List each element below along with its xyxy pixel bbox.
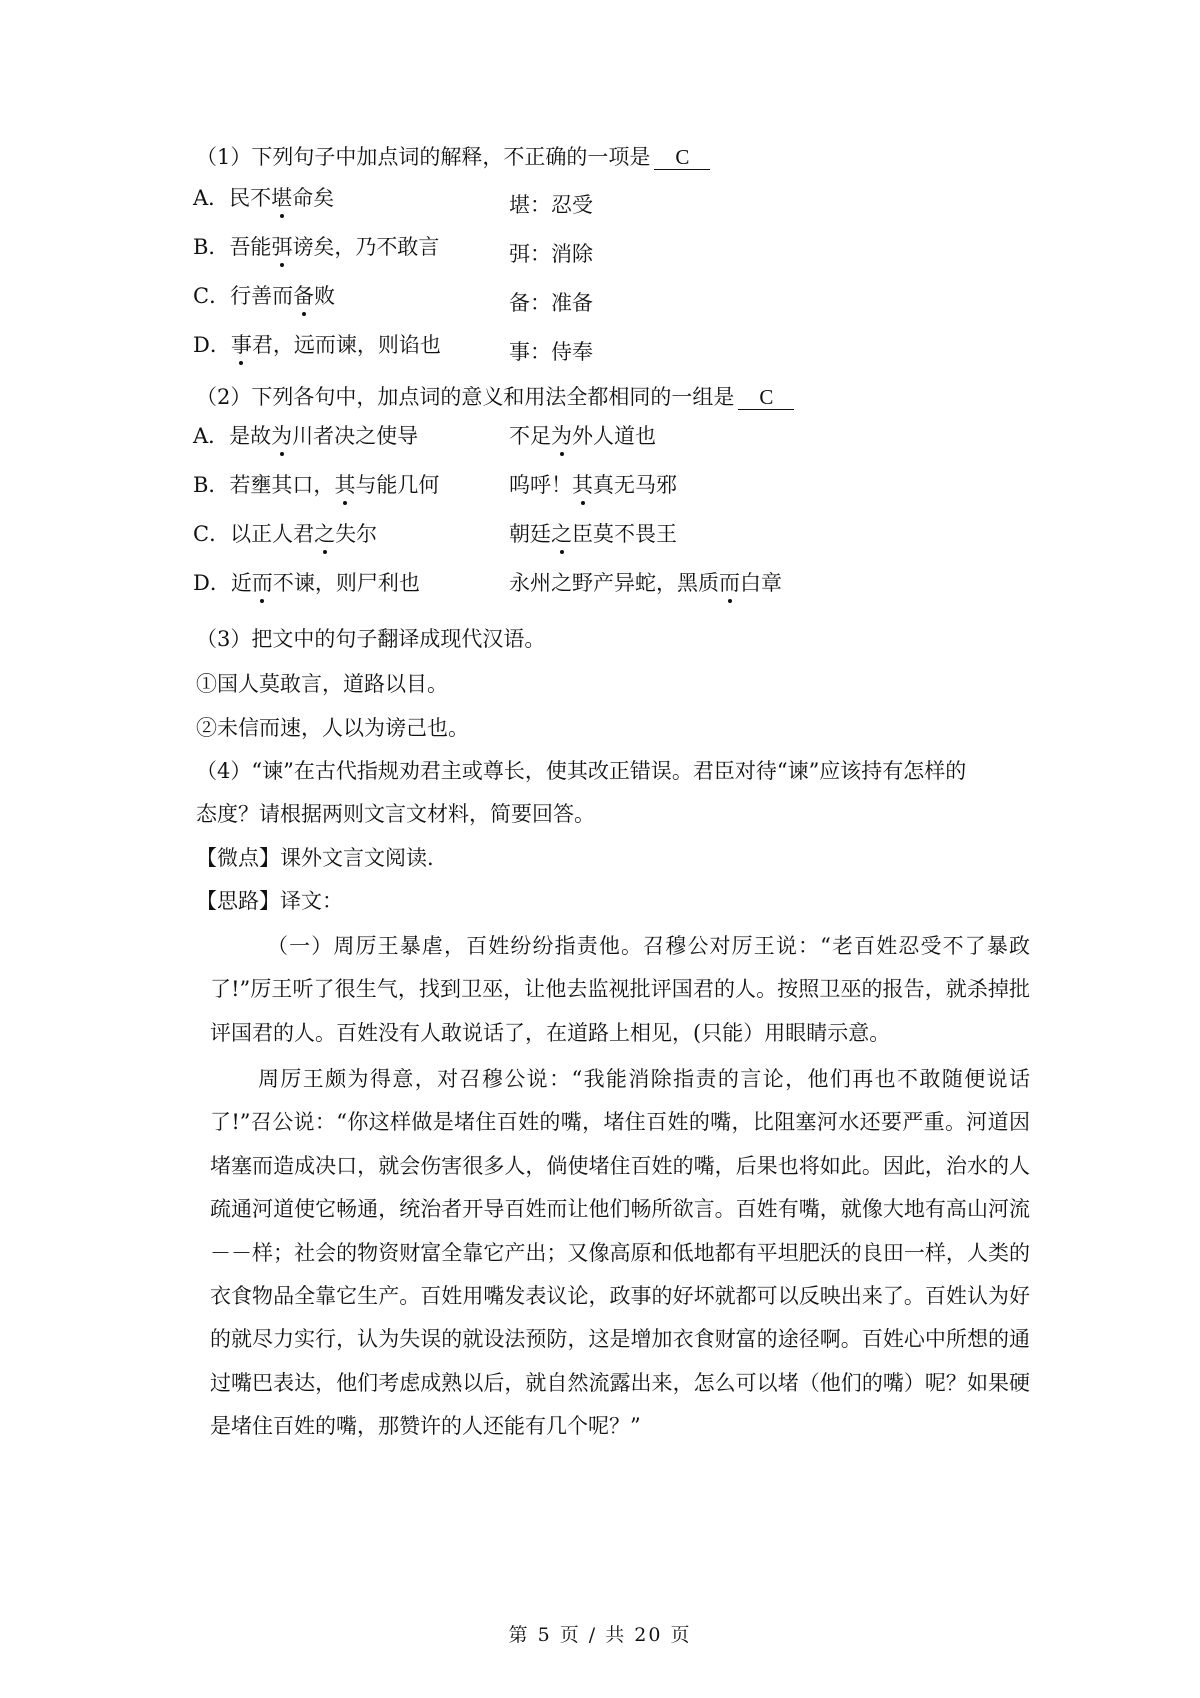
q2-sentence-b-b: [509, 470, 677, 500]
option-text-pre: 吾能: [229, 235, 272, 259]
sentence-a-post: 与能几何: [355, 473, 440, 497]
sentence-a-pre: 近: [230, 571, 252, 595]
option-text-pre: 行善而: [230, 284, 294, 308]
option-text-post: 败: [314, 284, 336, 308]
q1-gloss-d: 事：侍奉: [509, 340, 593, 364]
q1-stem-text: （1）下列句子中加点词的解释，不正确的一项是: [196, 145, 651, 169]
sentence-b-post: 臣莫不畏王: [572, 522, 677, 546]
q2-sentence-b-a: [509, 421, 656, 451]
sentence-b-pre: 不足: [509, 424, 551, 448]
q4-line-1: （4）“谏”在古代指规劝君主或尊长，使其改正错误。君臣对待“谏”应该持有怎样的: [196, 759, 967, 783]
q4-line-2: 态度？请根据两则文言文材料，简要回答。: [196, 802, 595, 826]
sentence-a-post: 川者决之使导: [292, 424, 419, 448]
q2-answer: C: [738, 385, 794, 410]
dotted-word-b: 其: [572, 470, 593, 500]
q1-option-d: [193, 330, 441, 360]
sentence-a-post: 失尔: [335, 522, 378, 546]
silu-label: 【思路】译文：: [196, 889, 343, 913]
option-text-post: 君，远而谏，则谄也: [251, 333, 441, 357]
weidian-label: 【微点】课外文言文阅读.: [196, 846, 434, 870]
dotted-word-a: 其: [334, 470, 355, 500]
dotted-word-a: 而: [252, 568, 273, 598]
sentence-b-pre: 朝廷: [509, 522, 551, 546]
option-label: B．: [193, 235, 230, 259]
q2-option-a: [193, 421, 418, 451]
sentence-a-pre: 以正人君: [230, 522, 315, 546]
dotted-word-b: 为: [551, 421, 572, 451]
q3-stem: （3）把文中的句子翻译成现代汉语。: [196, 627, 546, 651]
sentence-b-pre: 永州之野产异蛇，黑质: [509, 571, 719, 595]
q2-option-d: [193, 568, 420, 598]
q1-answer: C: [654, 145, 710, 170]
dotted-word: 堪: [271, 183, 292, 213]
sentence-b-pre: 呜呼！: [509, 473, 572, 497]
q1-stem: [196, 142, 710, 172]
option-label: C．: [193, 522, 231, 546]
sentence-b-post: 外人道也: [572, 424, 656, 448]
option-text-pre: 民不: [229, 186, 272, 210]
q3-sentence-1: ①国人莫敢言，道路以目。: [196, 672, 448, 696]
dotted-word-b: 之: [551, 519, 572, 549]
sentence-b-post: 白章: [740, 571, 782, 595]
dotted-word: 弭: [271, 232, 292, 262]
translation-paragraph-2: 周厉王颇为得意，对召穆公说：“我能消除指责的言论，他们再也不敢随便说话了!”召公说：“你这样做是堵住百姓的嘴，堵住百姓的嘴，比阻塞河水还要严重。河道因堵塞而造成决口，就会伤害很多人，倘使堵住百姓的嘴，后果也将如此。因此，治水的人疏通河道使它畅通，统治者开导百姓而让他们畅所欲言。百姓有嘴，就像大地有高山河流－－样；社会的物资财富全靠它产出；又像高原和低地都有平坦肥沃的良田一样，人类的衣食物品全靠它生产。百姓用嘴发表议论，政事的好坏就都可以反映出来了。百姓认为好的就尽力实行，认为失误的就设法预防，这是增加衣食财富的途径啊。百姓心中所想的通过嘴巴表达，他们考虑成熟以后，就自然流露出来，怎么可以堵（他们的嘴）呢？如果硬是堵住百姓的嘴，那赞许的人还能有几个呢？”: [210, 1067, 1030, 1439]
translation-paragraph-1: （一）周厉王暴虐，百姓纷纷指责他。召穆公对厉王说：“老百姓忍受不了暴政了!”厉王听了很生气，找到卫巫，让他去监视批评国君的人。按照卫巫的报告，就杀掉批评国君的人。百姓没有人敢说话了，在道路上相见，(只能）用眼睛示意。: [210, 934, 1030, 1045]
sentence-b-post: 真无马邪: [593, 473, 677, 497]
dotted-word-a: 为: [271, 421, 292, 451]
option-label: D．: [193, 333, 231, 357]
dotted-word: 备: [293, 281, 314, 311]
option-text-post: 谤矣，乃不敢言: [292, 235, 440, 259]
option-label: C．: [193, 284, 231, 308]
q1-option-a: [193, 183, 334, 213]
q2-stem: [196, 382, 794, 412]
q3-sentence-2: ②未信而速，人以为谤己也。: [196, 716, 469, 740]
q2-sentence-b-c: [509, 519, 677, 549]
q2-stem-text: （2）下列各句中，加点词的意义和用法全都相同的一组是: [196, 385, 735, 409]
dotted-word: 事: [231, 330, 252, 360]
sentence-a-pre: 若壅其口，: [229, 473, 335, 497]
q1-gloss-c: 备：准备: [509, 291, 593, 315]
option-label: B．: [193, 473, 230, 497]
option-label: A．: [193, 424, 230, 448]
sentence-a-post: 不谏，则尸利也: [272, 571, 420, 595]
option-label: D．: [193, 571, 231, 595]
q1-option-c: [193, 281, 335, 311]
q2-option-b: [193, 470, 439, 500]
q2-sentence-b-d: [509, 568, 782, 598]
q2-option-c: [193, 519, 377, 549]
page-footer: 第 5 页 / 共 20 页: [508, 1624, 692, 1646]
option-text-post: 命矣: [292, 186, 335, 210]
sentence-a-pre: 是故: [229, 424, 272, 448]
q1-gloss-a: 堪：忍受: [509, 193, 593, 217]
dotted-word-a: 之: [314, 519, 335, 549]
option-label: A．: [193, 186, 230, 210]
q1-option-b: [193, 232, 439, 262]
q1-gloss-b: 弭：消除: [509, 242, 593, 266]
dotted-word-b: 而: [719, 568, 740, 598]
